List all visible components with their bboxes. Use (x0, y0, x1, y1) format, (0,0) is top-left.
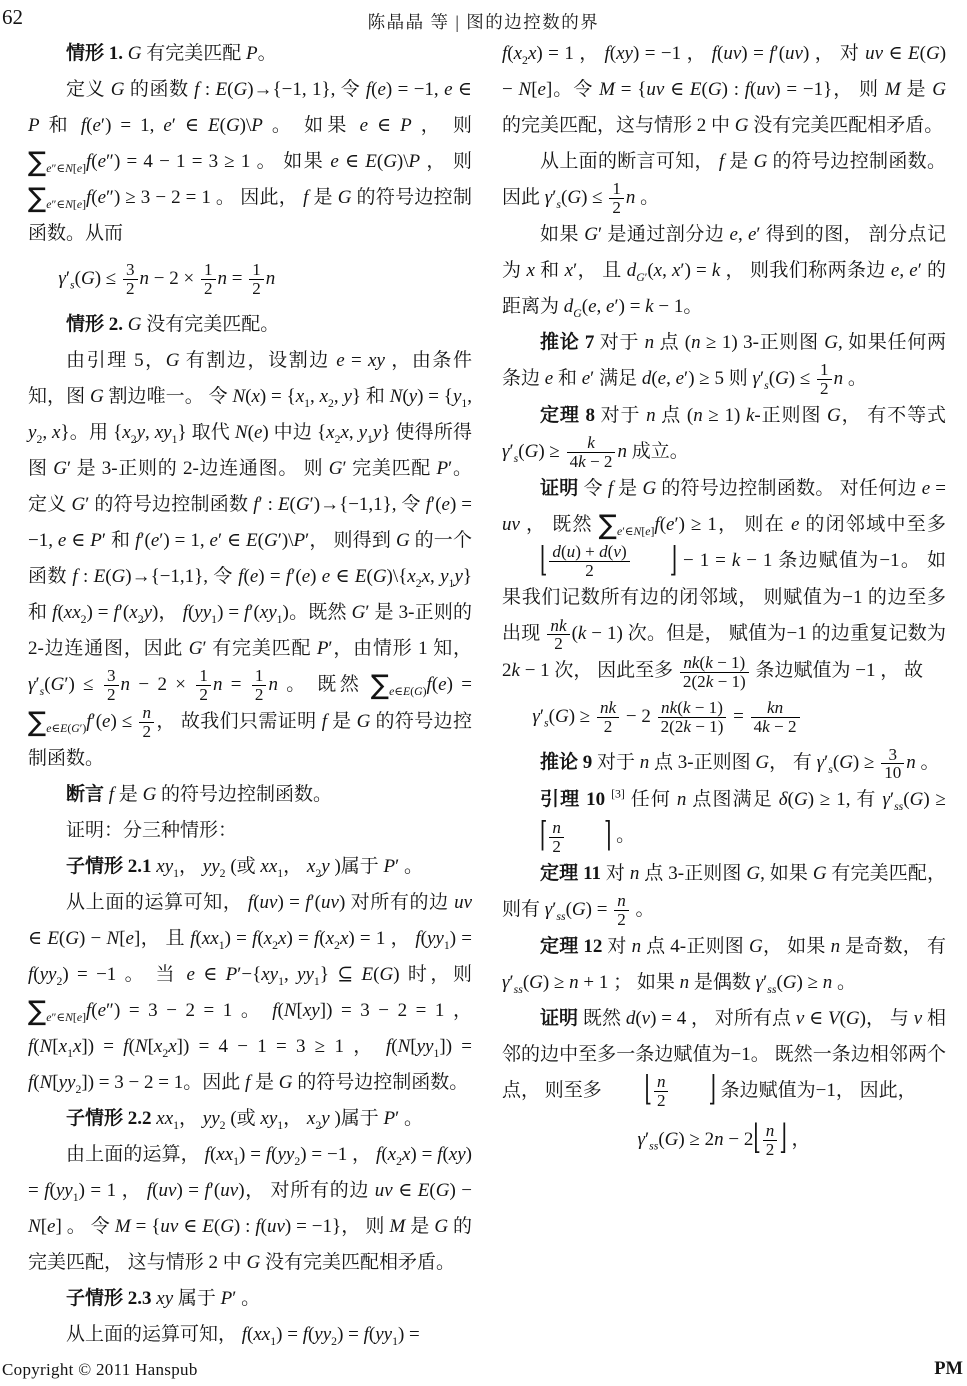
paragraph: 证明：分三种情形： (66, 820, 238, 842)
paragraph: $f(x_2x) = 1$ ， f(xy) = −1 ， f(uv) = f′(uv) ， 对 uv ∈ E(G) − N[e]。令 M = {uv ∈ E(G) : f(uv) = −1}， 则 M 是 G 的完美匹配，这与情形 2 中 G 没有完美匹配相矛盾。 (502, 43, 947, 136)
formula: $\gamma'_s(G)$ ≥ $\frac{nk}{2}$ − 2 $\frac{nk(k - 1)}{2(2k - 1)}$ = $\frac{kn}{4k - 2}$ (502, 699, 946, 736)
paragraph: 从上面的运算可知， $f(xx_1) = f(yy_2) = f(yy_1)$ = (66, 1324, 420, 1348)
column-right (502, 36, 946, 1353)
paragraph: 推论 9 对于 n 点 3-正则图 G， 有 $\gamma'_s(G)$ ≥ $\frac{3}{10}$ n 。 (540, 744, 940, 783)
paragraph: 子情形 2.2 $xx_1$， $yy_2$ (或 $xy_1$， $x_2y$ )属于 P′ 。 (66, 1108, 424, 1132)
page-header (0, 5, 967, 37)
page-footer (0, 1356, 967, 1380)
paragraph: 情形 2. G 没有完美匹配。 (66, 313, 280, 335)
paragraph: 定理 12 对 n 点 4-正则图 G， 如果 n 是奇数， 有 $\gamma'_{ss}(G) \ge n + 1$ ； 如果 n 是偶数 $\gamma'_{ss}(G) \ge n$ 。 (502, 935, 946, 996)
paragraph: 由上面的运算， $f(xx_1) = f(yy_2) = -1$ ， $f(x_2x) = f(xy) = f(yy_1) = 1$ ， f(uv) = f′(uv)， 对所有的边 uv ∈ E(G) − N[e] 。 令 M = {uv ∈ E(G) : f(uv) = −1}， 则 M 是 G 的完美匹配， 这与情形 2 中 G 没有完美匹配相矛盾。 (28, 1144, 472, 1274)
paragraph: 证明 令 f 是 G 的符号边控制函数。 对任何边 e = uv ， 既然 $\sum_{e'\in N[e]}f(e') \ge 1$， 则在 e 的闭邻域中至多 ⌊ $\frac{d(u) + d(v)}{2}$ ⌋ − 1 = k − 1 条边赋值为−1。 如果我们记数所有边的闭邻域， 则赋值为−1 的边至多出现 $\frac{nk}{2}$ (k − 1) 次。但是， 赋值为−1 的边重复记数为 2k − 1 次， 因此至多 $\frac{nk(k - 1)}{2(2k - 1)}$ 条边赋值为 −1 ， 故 (502, 478, 946, 691)
paragraph: 定义 G 的函数 f : E(G)→{−1, 1}, 令 f(e) = −1, e ∈ P 和 f(e′) = 1, e′ ∈ E(G)\P 。 如果 e ∈ P ， 则 $\sum_{e''\in N[e]}f(e'') = 4 - 1 = 3 \ge 1$ 。 如果 e ∈ E(G)\P ， 则 $\sum_{e''\in N[e]}f(e'') \ge 3 - 2 = 1$ 。 因此， f 是 G 的符号边控制函数。从而 (28, 79, 472, 244)
paragraph: 推论 7 对于 n 点 (n ≥ 1) 3-正则图 G, 如果任何两条边 e 和 e′ 满足 d(e, e′) ≥ 5 则 $\gamma'_s(G)$ ≤ $\frac{1}{2}$ n 。 (502, 332, 946, 399)
paragraph: 子情形 2.1 $xy_1$， $yy_2$ (或 $xx_1$， $x_2y$ )属于 P′ 。 (66, 856, 424, 880)
paragraph: 如果 G′ 是通过剖分边 e, e′ 得到的图， 剖分点记为 x 和 x′， 且 $d_{G'}(x$, x′) = k ， 则我们称两条边 e, e′ 的距离为 $d_G(e$, e′) = k − 1。 (502, 224, 946, 320)
running-title: 陈晶晶 等 | 图的边控数的界 (367, 12, 600, 32)
formula: $\gamma'_s(G)$ ≤ $\frac{3}{2}$ n − 2 × $\frac{1}{2}$ n = $\frac{1}{2}$ n (58, 260, 276, 298)
paragraph: 定理 11 对 n 点 3-正则图 G, 如果 G 有完美匹配， 则有 $\gamma'_{ss}(G)$ = $\frac{n}{2}$ 。 (502, 862, 946, 929)
paragraph: 引理 10 [3] 任何 n 点图满足 δ(G) ≥ 1, 有 $\gamma'_{ss}(G)$ ≥ ⌈ $\frac{n}{2}$ ⌉ 。 (540, 788, 946, 856)
copyright-text: Copyright © 2011 Hanspub (2, 1360, 198, 1379)
journal-code: PM (934, 1359, 963, 1379)
paragraph: 子情形 2.3 xy 属于 P′ 。 (66, 1288, 261, 1310)
paragraph: 由引理 5，G 有割边，设割边 e = xy ，由条件知，图 G 割边唯一。 令 $N(x) = \{x_1$, $x_2$, y} 和 $N(y) = \{y_1$, $y_2$, x}。用 {$x_2y$, $xy_1$} 取代 N(e) 中边 {$x_2x$, $y_1y$} 使得所得图 G′ 是 3-正则的 2-边连通图。 则 G′ 完美匹配 P′。定义 G′ 的符号边控制函数 f′ : E(G′)→{−1,1}, 令 f′(e) = −1, e ∈ P′ 和 f′(e′) = 1, e′ ∈ E(G′)\P′， 则得到 G 的一个函数 f : E(G)→{−1,1}, 令 f(e) = f′(e) e ∈ $E(G)\backslash\{x_2x$, $y_1y$} 和 $f(xx_2) = f'(x_2y)$， $f(yy_1) = f'(xy_1)$。既然 G′ 是 3-正则的 2-边连通图，因此 G′ 有完美匹配 P′，由情形 1 知，$\gamma'_s(G')$ ≤ $\frac{3}{2}$ n − 2 × $\frac{1}{2}$ n = $\frac{1}{2}$ n 。 既然 $\sum_{e\in E(G)}f(e) = \sum_{e\in E(G')}f'(e)$ ≤ $\frac{n}{2}$ ， 故我们只需证明 f 是 G 的符号边控制函数。 (28, 349, 473, 770)
paragraph: 定理 8 对于 n 点 (n ≥ 1) k-正则图 G， 有不等式 $\gamma'_s(G)$ ≥ $\frac{k}{4k - 2}$ n 成立。 (502, 405, 946, 472)
paragraph: 从上面的运算可知， f(uv) = f′(uv) 对所有的边 uv ∈ E(G) − N[e]， 且 $f(xx_1) = f(x_2x) = f(x_2x) = 1$ ， $f(yy_1) = f(yy_2) = -1$ 。 当 e ∈ $P'-\{xy_1$, $yy_1$} ⊆ E(G) 时，则 $\sum_{e''\in N[e]}f(e'') = 3 - 2 = 1$ 。 f(N[xy]) = 3 − 2 = 1 ， $f(N[x_1x]) = f(N[x_2x]) = 4 - 1 = 3 \ge 1$ ， $f(N[yy_1]) = f(N[yy_2]) = 3 - 2 = 1$。因此 f 是 G 的符号边控制函数。 (28, 892, 473, 1096)
page-number: 62 (2, 5, 23, 29)
formula: $\gamma'_{ss}(G) \ge 2n$ − 2⌊ $\frac{n}{2}$ ⌋ ， (637, 1119, 811, 1159)
paragraph: 断言 f 是 G 的符号边控制函数。 (66, 784, 333, 806)
content (28, 36, 946, 1353)
paragraph: 证明 既然 d(v) = 4 ， 对所有点 v ∈ V(G)， 与 v 相邻的边中至多一条边赋值为−1。 既然一条边相邻两个点， 则至多 ⌊ $\frac{n}{2}$ ⌋ 条边赋值为−1， 因此， (502, 1007, 946, 1110)
column-left (28, 36, 472, 1353)
paragraph: 从上面的断言可知， f 是 G 的符号边控制函数。因此 $\gamma'_s(G)$ ≤ $\frac{1}{2}$ n 。 (502, 151, 946, 218)
paragraph: 情形 1. G 有完美匹配 P。 (66, 43, 277, 64)
